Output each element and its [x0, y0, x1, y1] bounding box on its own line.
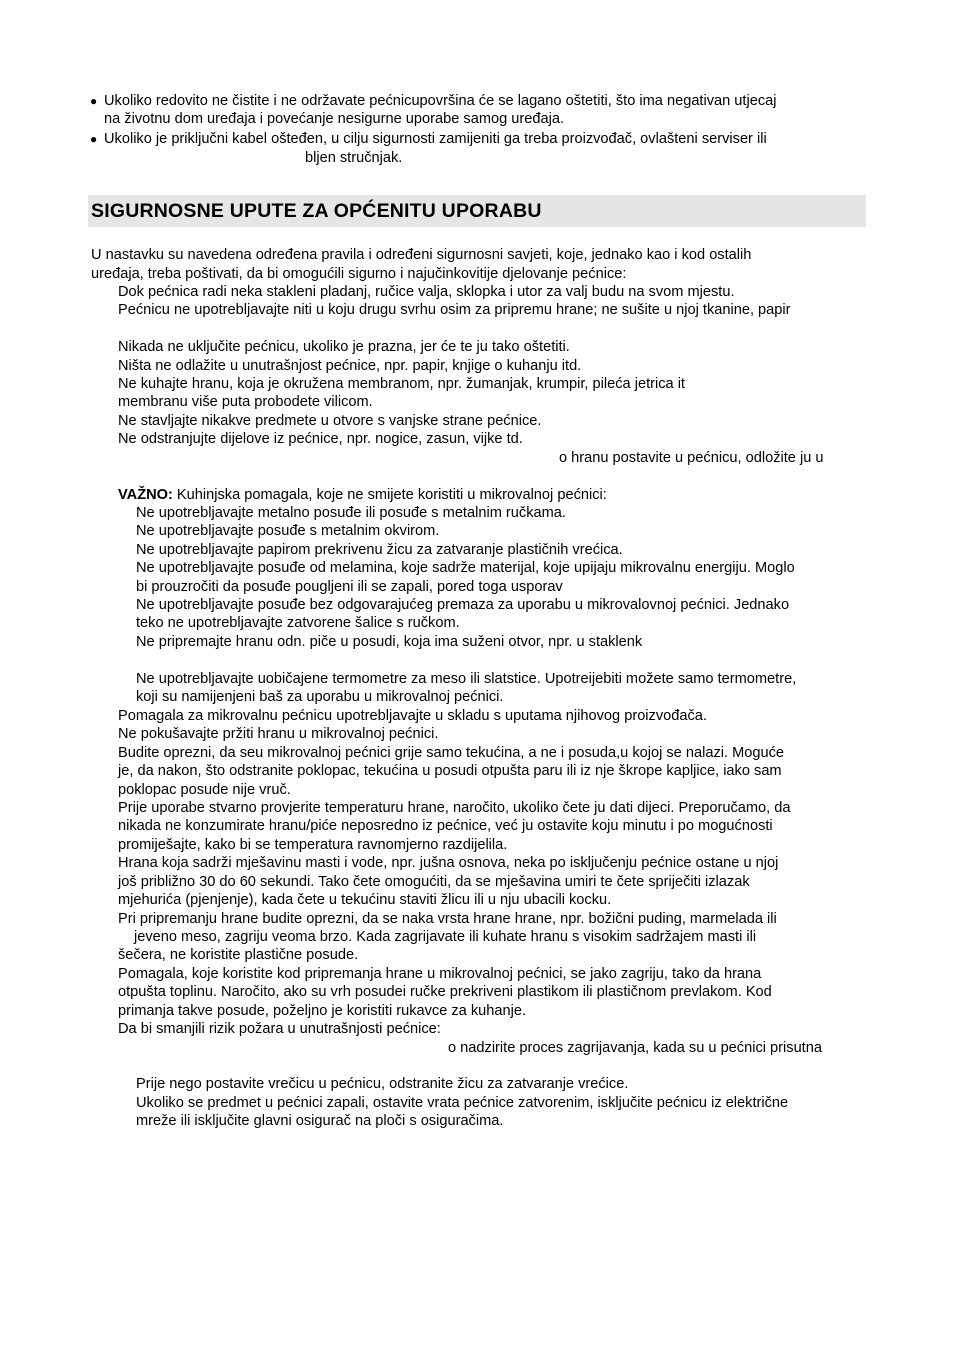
bullet-1-line-1: Ukoliko redovito ne čistite i ne održavate pećnicupovršina će se lagano oštetiti, što ima negativan utjecaj	[104, 93, 777, 109]
bullet-2-line-2: bljen stručnjak.	[305, 150, 403, 166]
rule-line: jeveno meso, zagriju veoma brzo. Kada zagrijavate ili kuhate hranu s visokim sadržajem masti ili	[134, 929, 757, 945]
fire-rule-line: Ukoliko se predmet u pećnici zapali, ostavite vrata pećnice zatvorenim, isključite pećnicu iz električne	[136, 1095, 789, 1111]
rule-line: Ne stavljajte nikakve predmete u otvore s vanjske strane pećnice.	[118, 413, 542, 429]
important-note	[118, 486, 607, 504]
rule-line: Nikada ne uključite pećnicu, ukoliko je prazna, jer će te ju tako oštetiti.	[118, 339, 570, 355]
bullet-icon: ●	[90, 94, 98, 108]
rule-line: Dok pećnica radi neka stakleni pladanj, ručice valja, sklopka i utor za valj budu na svom mjestu.	[118, 284, 735, 300]
intro-line: uređaja, treba poštivati, da bi omogućili sigurno i najučinkovitije djelovanje pećnice:	[91, 266, 627, 282]
rule-line: još približno 30 do 60 sekundi. Tako čete omogućiti, da se mješavina umiri te čete spriječiti izlazak	[118, 874, 750, 890]
rule-line: otpušta toplinu. Naročito, ako su vrh posudei ručke prekriveni plastikom ili plastičnom prevlakom. Kod	[118, 984, 772, 1000]
rule-line: Ništa ne odlažite u unutrašnjost pećnice, npr. papir, knjige o kuhanju itd.	[118, 358, 582, 374]
bullet-1-line-2: na životnu dom uređaja i povećanje nesigurne uporabe samog uređaja.	[104, 111, 565, 127]
important-text: Kuhinjska pomagala, koje ne smijete koristiti u mikrovalnoj pećnici:	[172, 487, 607, 503]
rule-line: nikada ne konzumirate hranu/piće neposredno iz pećnice, već ju ostavite koju minutu i po mogućnosti	[118, 818, 773, 834]
fragment-line: o nadzirite proces zagrijavanja, kada su u pećnici prisutna	[448, 1040, 822, 1056]
utensil-line: teko ne upotrebljavajte zatvorene šalice s ručkom.	[136, 615, 460, 631]
fragment-line: o hranu postavite u pećnicu, odložite ju u	[559, 450, 824, 466]
rule-line: Da bi smanjili rizik požara u unutrašnjosti pećnice:	[118, 1021, 441, 1037]
rule-line: Budite oprezni, da seu mikrovalnoj pećnici grije samo tekućina, a ne i posuda,u kojoj se nalazi. Moguće	[118, 745, 785, 761]
rule-line: poklopac posude nije vruč.	[118, 782, 291, 798]
rule-line: Ne pokušavajte pržiti hranu u mikrovalnoj pećnici.	[118, 726, 439, 742]
important-label: VAŽNO:	[118, 487, 173, 503]
rule-line: Ne kuhajte hranu, koja je okružena membranom, npr. žumanjak, krumpir, pileća jetrica it	[118, 376, 685, 392]
utensil-line: Ne upotrebljavajte papirom prekrivenu žicu za zatvaranje plastičnih vrećica.	[136, 542, 623, 558]
utensil-line: Ne upotrebljavajte posuđe s metalnim okvirom.	[136, 523, 440, 539]
rule-line: šečera, ne koristite plastične posude.	[118, 947, 359, 963]
rule-line: membranu više puta probodete vilicom.	[118, 394, 373, 410]
rule-line: Hrana koja sadrži mješavinu masti i vode, npr. jušna osnova, neka po isključenju pećnice ostane u njoj	[118, 855, 779, 871]
rule-line: Ne odstranjujte dijelove iz pećnice, npr. nogice, zasun, vijke td.	[118, 431, 523, 447]
rule-line: Pomagala za mikrovalnu pećnicu upotrebljavajte u skladu s uputama njihovog proizvođača.	[118, 708, 707, 724]
fire-rule-line: mreže ili isključite glavni osigurač na ploči s osiguračima.	[136, 1113, 504, 1129]
section-title: SIGURNOSNE UPUTE ZA OPĆENITU UPORABU	[91, 200, 542, 222]
bullet-2-line-1: Ukoliko je priključni kabel ošteđen, u cilju sigurnosti zamijeniti ga treba proizvođač, ovlašteni serviser ili	[104, 131, 767, 147]
utensil-line: Ne upotrebljavajte uobičajene termometre za meso ili slatstice. Upotreijebiti možete samo termometre,	[136, 671, 797, 687]
section-heading-bar	[88, 195, 866, 227]
utensil-line: Ne pripremajte hranu odn. piče u posudi, koja ima suženi otvor, npr. u staklenk	[136, 634, 643, 650]
rule-line: promiješajte, kako bi se temperatura ravnomjerno razdijelila.	[118, 837, 508, 853]
bullet-icon: ●	[90, 132, 98, 146]
utensil-line: bi prouzročiti da posuđe pougljeni ili se zapali, pored toga usporav	[136, 579, 563, 595]
rule-line: Pri pripremanju hrane budite oprezni, da se naka vrsta hrane hrane, npr. božični puding, marmelada ili	[118, 911, 777, 927]
rule-line: Pomagala, koje koristite kod pripremanja hrane u mikrovalnoj pećnici, se jako zagriju, tako da hrana	[118, 966, 762, 982]
rule-line: Prije uporabe stvarno provjerite temperaturu hrane, naročito, ukoliko čete ju dati dijeci. Preporučamo, da	[118, 800, 791, 816]
utensil-line: koji su namijenjeni baš za uporabu u mikrovalnoj pećnici.	[136, 689, 504, 705]
utensil-line: Ne upotrebljavajte posuđe bez odgovarajućeg premaza za uporabu u mikrovalovnoj pećnici. Jednako	[136, 597, 790, 613]
rule-line: primanja takve posude, poželjno je koristiti rukavce za kuhanje.	[118, 1003, 527, 1019]
utensil-line: Ne upotrebljavajte metalno posuđe ili posuđe s metalnim ručkama.	[136, 505, 566, 521]
rule-line: mjehurića (pjenjenje), kada čete u tekućinu staviti žlicu ili u nju ubacili kocku.	[118, 892, 612, 908]
utensil-line: Ne upotrebljavajte posuđe od melamina, koje sadrže materijal, koje upijaju mikrovalnu energiju. Moglo	[136, 560, 795, 576]
fire-rule-line: Prije nego postavite vrečicu u pećnicu, odstranite žicu za zatvaranje vrećice.	[136, 1076, 629, 1092]
intro-line: U nastavku su navedena određena pravila i određeni sigurnosni savjeti, koje, jednako kao i kod ostalih	[91, 247, 752, 263]
rule-line: Pećnicu ne upotrebljavajte niti u koju drugu svrhu osim za pripremu hrane; ne sušite u njoj tkanine, papir	[118, 302, 791, 318]
rule-line: je, da nakon, što odstranite poklopac, tekućina u posudi otpušta paru ili iz nje škrope kapljice, iako sam	[118, 763, 782, 779]
